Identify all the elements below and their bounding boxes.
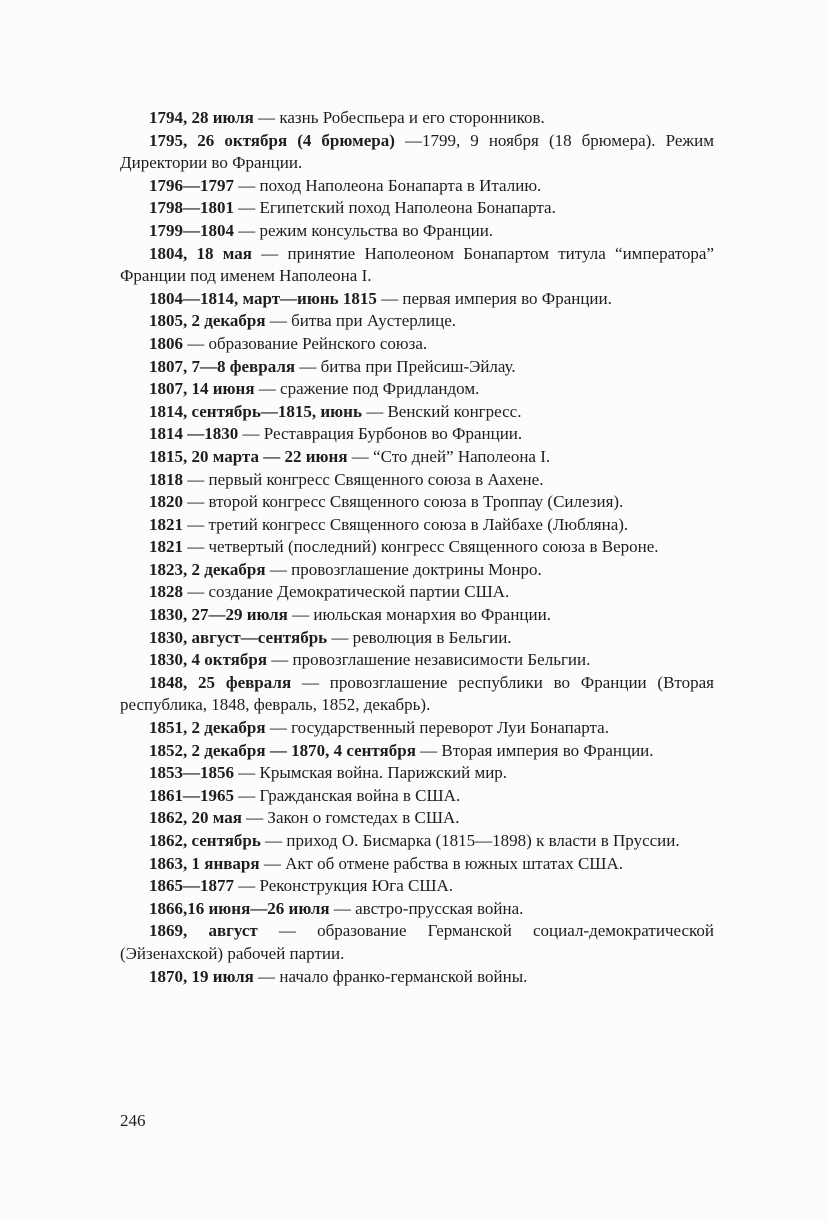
chronology-entry <box>120 243 714 288</box>
entry-date: 1830, август—сентябрь <box>149 627 328 647</box>
entry-date: 1794, 28 июля <box>149 108 254 127</box>
entry-text: — начало франко-германской войны. <box>253 966 528 986</box>
entry-date: 1806 <box>149 333 183 353</box>
chronology-entry <box>120 310 714 333</box>
entry-date: 1828 <box>149 582 183 602</box>
entry-text: — приход О. Бисмарка (1815—1898) к власти в Пруссии. <box>260 831 680 850</box>
entry-date: 1799—1804 <box>149 220 234 240</box>
entry-text: — Закон о гомстедах в США. <box>241 808 460 828</box>
entry-date: 1815, 20 марта — 22 июня <box>149 446 348 466</box>
chronology-entry <box>120 559 714 582</box>
entry-text: — создание Демократической партии США. <box>183 582 510 602</box>
entry-date: 1863, 1 января <box>149 853 260 873</box>
chronology-entry <box>120 740 714 763</box>
entry-date: 1869, август <box>149 921 258 941</box>
entry-text: —1799, 9 ноября (18 брюмера). Режим Директории во Франции. <box>120 130 714 173</box>
chronology-entry <box>120 898 714 921</box>
chronology-entry <box>120 807 714 830</box>
chronology-entry <box>120 581 714 604</box>
entry-text: — Крымская война. Парижский мир. <box>234 763 508 783</box>
entry-date: 1861—1965 <box>149 785 234 805</box>
chronology-entry <box>120 672 714 717</box>
chronology-entry <box>120 604 714 627</box>
chronology-entry <box>120 333 714 356</box>
chronology-entry <box>120 423 714 446</box>
chronology-entry <box>120 288 714 311</box>
entry-date: 1852, 2 декабря — 1870, 4 сентября <box>149 740 416 760</box>
entry-date: 1804—1814, март—июнь 1815 <box>149 288 377 308</box>
entry-text: — принятие Наполеоном Бонапартом титула “императора” Франции под именем Наполеона I. <box>120 243 714 286</box>
entry-text: — сражение под Фридландом. <box>254 379 480 399</box>
chronology-entry <box>120 197 714 220</box>
entry-text: — провозглашение независимости Бельгии. <box>267 650 591 670</box>
entry-date: 1821 <box>149 537 183 557</box>
chronology-entry <box>120 514 714 537</box>
chronology-entry <box>120 175 714 198</box>
chronology-entry <box>120 130 714 175</box>
entry-text: — образование Германской социал-демократической (Эйзенахской) рабочей партии. <box>120 921 714 963</box>
entry-text: — первая империя во Франции. <box>376 288 612 308</box>
entry-text: — образование Рейнского союза. <box>183 333 428 353</box>
entry-text: — поход Наполеона Бонапарта в Италию. <box>234 175 542 195</box>
entry-text: — Египетский поход Наполеона Бонапарта. <box>234 198 556 218</box>
chronology-entry <box>120 627 714 650</box>
entry-text: — революция в Бельгии. <box>327 627 512 647</box>
entry-text: — режим консульства во Франции. <box>234 220 494 240</box>
chronology-entry <box>120 446 714 469</box>
entry-text: — июльская монархия во Франции. <box>287 605 551 625</box>
chronology-entry <box>120 401 714 424</box>
entry-text: — третий конгресс Священного союза в Лайбахе (Любляна). <box>183 514 629 534</box>
chronology-entry <box>120 107 714 130</box>
chronology-entry <box>120 875 714 898</box>
chronology-entry <box>120 491 714 514</box>
entry-text: — провозглашение доктрины Монро. <box>265 559 542 579</box>
entry-date: 1807, 7—8 февраля <box>149 356 296 376</box>
chronology-entry <box>120 920 714 965</box>
entry-text: — Акт об отмене рабства в южных штатах США. <box>259 853 623 873</box>
chronology-entry <box>120 378 714 401</box>
entry-text: — первый конгресс Священного союза в Аахене. <box>183 469 544 489</box>
entry-date: 1830, 27—29 июля <box>149 605 288 625</box>
entry-text: — казнь Робеспьера и его сторонников. <box>253 108 545 127</box>
entry-date: 1798—1801 <box>149 198 234 218</box>
entry-text: — провозглашение республики во Франции (Вторая республика, 1848, февраль, 1852, декабрь). <box>120 672 715 715</box>
entry-date: 1814 —1830 <box>149 424 239 444</box>
entry-date: 1821 <box>149 514 183 534</box>
entry-date: 1830, 4 октября <box>149 650 268 670</box>
entry-date: 1796—1797 <box>149 175 234 195</box>
chronology-entry <box>120 785 714 808</box>
entry-text: — государственный переворот Луи Бонапарта. <box>265 718 609 738</box>
entry-date: 1820 <box>149 492 183 512</box>
entry-date: 1805, 2 декабря <box>149 311 266 331</box>
entry-date: 1807, 14 июня <box>149 379 255 399</box>
entry-date: 1818 <box>149 469 183 489</box>
chronology-entry <box>120 966 714 989</box>
chronology-entry <box>120 220 714 243</box>
entry-text: — четвертый (последний) конгресс Священного союза в Вероне. <box>183 537 659 557</box>
entry-date: 1814, сентябрь—1815, июнь <box>149 401 362 421</box>
entry-text: — Вторая империя во Франции. <box>415 740 654 760</box>
entry-date: 1862, 20 мая <box>149 808 242 828</box>
chronology-entry <box>120 853 714 876</box>
entry-text: — австро-прусская война. <box>329 898 524 918</box>
entry-text: — Реставрация Бурбонов во Франции. <box>238 424 523 444</box>
page-number: 246 <box>120 1111 146 1130</box>
chronology-entry <box>120 536 714 559</box>
entry-date: 1862, сентябрь <box>149 831 261 850</box>
entry-text: — битва при Аустерлице. <box>265 311 457 331</box>
entry-text: — Гражданская война в США. <box>234 785 461 805</box>
chronology-entry <box>120 469 714 492</box>
entry-date: 1853—1856 <box>149 763 234 783</box>
entry-text: — “Сто дней” Наполеона I. <box>347 446 551 466</box>
entry-text: — Венский конгресс. <box>361 401 522 421</box>
entry-date: 1804, 18 мая <box>149 243 252 263</box>
chronology-entry <box>120 649 714 672</box>
entry-text: — второй конгресс Священного союза в Троппау (Силезия). <box>183 492 624 512</box>
entry-date: 1823, 2 декабря <box>149 559 266 579</box>
entry-date: 1795, 26 октября (4 брюмера) <box>149 130 395 150</box>
entry-date: 1866,16 июня—26 июля <box>149 898 330 918</box>
entry-date: 1851, 2 декабря <box>149 718 266 738</box>
entry-text: — битва при Прейсиш-Эйлау. <box>295 356 516 376</box>
chronology-entry <box>120 830 714 853</box>
chronology-entry <box>120 762 714 785</box>
chronology-entry <box>120 717 714 740</box>
chronology-entry <box>120 356 714 379</box>
entry-date: 1865—1877 <box>149 876 234 896</box>
entry-date: 1848, 25 февраля <box>149 672 292 692</box>
entry-date: 1870, 19 июля <box>149 966 254 986</box>
chronology-list <box>120 107 714 988</box>
entry-text: — Реконструкция Юга США. <box>234 876 454 896</box>
